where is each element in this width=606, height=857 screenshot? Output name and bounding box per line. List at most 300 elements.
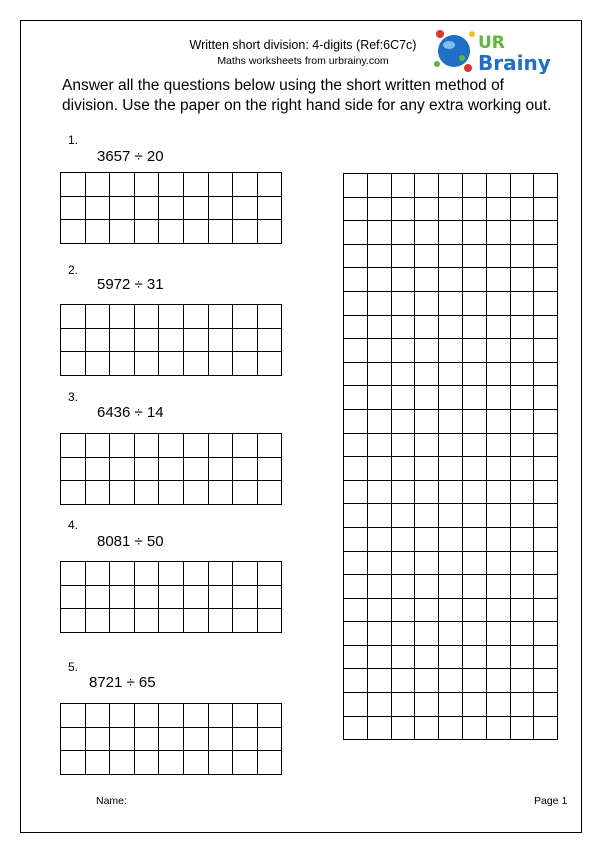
grid-cell[interactable]: [486, 409, 510, 433]
grid-cell[interactable]: [391, 669, 415, 693]
grid-cell[interactable]: [462, 174, 486, 198]
grid-cell[interactable]: [439, 409, 463, 433]
grid-cell[interactable]: [486, 268, 510, 292]
grid-cell[interactable]: [486, 622, 510, 646]
grid-cell[interactable]: [344, 339, 368, 363]
grid-cell[interactable]: [61, 173, 86, 197]
grid-cell[interactable]: [344, 622, 368, 646]
answer-grid[interactable]: [60, 561, 282, 633]
grid-cell[interactable]: [134, 704, 159, 728]
grid-cell[interactable]: [85, 434, 110, 458]
grid-cell[interactable]: [85, 704, 110, 728]
grid-cell[interactable]: [367, 693, 391, 717]
grid-cell[interactable]: [510, 575, 534, 599]
grid-cell[interactable]: [534, 504, 558, 528]
grid-cell[interactable]: [367, 244, 391, 268]
grid-cell[interactable]: [208, 434, 233, 458]
grid-cell[interactable]: [233, 220, 258, 244]
grid-cell[interactable]: [391, 645, 415, 669]
grid-cell[interactable]: [134, 562, 159, 586]
grid-cell[interactable]: [344, 174, 368, 198]
grid-cell[interactable]: [415, 268, 439, 292]
grid-cell[interactable]: [110, 609, 135, 633]
grid-cell[interactable]: [344, 504, 368, 528]
grid-cell[interactable]: [85, 328, 110, 352]
grid-cell[interactable]: [208, 220, 233, 244]
grid-cell[interactable]: [233, 727, 258, 751]
grid-cell[interactable]: [367, 315, 391, 339]
grid-cell[interactable]: [233, 751, 258, 775]
grid-cell[interactable]: [391, 457, 415, 481]
grid-cell[interactable]: [415, 504, 439, 528]
grid-cell[interactable]: [159, 352, 184, 376]
grid-cell[interactable]: [510, 598, 534, 622]
grid-cell[interactable]: [208, 585, 233, 609]
grid-cell[interactable]: [344, 575, 368, 599]
grid-cell[interactable]: [208, 727, 233, 751]
grid-cell[interactable]: [110, 457, 135, 481]
grid-cell[interactable]: [208, 457, 233, 481]
working-out-grid[interactable]: [343, 173, 558, 740]
grid-cell[interactable]: [183, 328, 208, 352]
grid-cell[interactable]: [391, 268, 415, 292]
grid-cell[interactable]: [61, 481, 86, 505]
grid-cell[interactable]: [391, 433, 415, 457]
grid-cell[interactable]: [534, 645, 558, 669]
grid-cell[interactable]: [61, 727, 86, 751]
grid-cell[interactable]: [233, 481, 258, 505]
grid-cell[interactable]: [110, 196, 135, 220]
grid-cell[interactable]: [61, 352, 86, 376]
grid-cell[interactable]: [344, 693, 368, 717]
grid-cell[interactable]: [510, 716, 534, 740]
grid-cell[interactable]: [510, 622, 534, 646]
grid-cell[interactable]: [391, 575, 415, 599]
grid-cell[interactable]: [110, 434, 135, 458]
grid-cell[interactable]: [439, 244, 463, 268]
grid-cell[interactable]: [486, 551, 510, 575]
grid-cell[interactable]: [367, 291, 391, 315]
grid-cell[interactable]: [391, 221, 415, 245]
grid-cell[interactable]: [183, 457, 208, 481]
grid-cell[interactable]: [439, 645, 463, 669]
grid-cell[interactable]: [462, 221, 486, 245]
grid-cell[interactable]: [462, 409, 486, 433]
grid-cell[interactable]: [257, 457, 282, 481]
grid-cell[interactable]: [344, 645, 368, 669]
grid-cell[interactable]: [391, 504, 415, 528]
grid-cell[interactable]: [534, 551, 558, 575]
grid-cell[interactable]: [462, 244, 486, 268]
grid-cell[interactable]: [134, 727, 159, 751]
grid-cell[interactable]: [415, 622, 439, 646]
grid-cell[interactable]: [415, 315, 439, 339]
grid-cell[interactable]: [85, 352, 110, 376]
grid-cell[interactable]: [159, 704, 184, 728]
grid-cell[interactable]: [159, 196, 184, 220]
grid-cell[interactable]: [391, 527, 415, 551]
grid-cell[interactable]: [534, 716, 558, 740]
grid-cell[interactable]: [183, 305, 208, 329]
grid-cell[interactable]: [183, 727, 208, 751]
grid-cell[interactable]: [510, 362, 534, 386]
grid-cell[interactable]: [344, 716, 368, 740]
grid-cell[interactable]: [159, 481, 184, 505]
grid-cell[interactable]: [208, 173, 233, 197]
grid-cell[interactable]: [391, 197, 415, 221]
grid-cell[interactable]: [510, 480, 534, 504]
grid-cell[interactable]: [415, 244, 439, 268]
grid-cell[interactable]: [257, 305, 282, 329]
grid-cell[interactable]: [257, 196, 282, 220]
grid-cell[interactable]: [534, 268, 558, 292]
grid-cell[interactable]: [344, 433, 368, 457]
grid-cell[interactable]: [462, 362, 486, 386]
grid-cell[interactable]: [159, 585, 184, 609]
grid-cell[interactable]: [462, 598, 486, 622]
grid-cell[interactable]: [486, 693, 510, 717]
grid-cell[interactable]: [415, 457, 439, 481]
grid-cell[interactable]: [415, 480, 439, 504]
grid-cell[interactable]: [462, 268, 486, 292]
grid-cell[interactable]: [159, 457, 184, 481]
grid-cell[interactable]: [462, 315, 486, 339]
grid-cell[interactable]: [233, 562, 258, 586]
grid-cell[interactable]: [134, 434, 159, 458]
grid-cell[interactable]: [510, 457, 534, 481]
grid-cell[interactable]: [344, 409, 368, 433]
grid-cell[interactable]: [208, 562, 233, 586]
grid-cell[interactable]: [257, 173, 282, 197]
grid-cell[interactable]: [510, 409, 534, 433]
grid-cell[interactable]: [85, 457, 110, 481]
grid-cell[interactable]: [61, 704, 86, 728]
grid-cell[interactable]: [439, 693, 463, 717]
grid-cell[interactable]: [391, 174, 415, 198]
grid-cell[interactable]: [462, 197, 486, 221]
grid-cell[interactable]: [415, 693, 439, 717]
grid-cell[interactable]: [391, 362, 415, 386]
grid-cell[interactable]: [439, 339, 463, 363]
grid-cell[interactable]: [344, 197, 368, 221]
grid-cell[interactable]: [534, 575, 558, 599]
grid-cell[interactable]: [415, 339, 439, 363]
grid-cell[interactable]: [85, 585, 110, 609]
grid-cell[interactable]: [486, 457, 510, 481]
grid-cell[interactable]: [61, 609, 86, 633]
grid-cell[interactable]: [415, 575, 439, 599]
grid-cell[interactable]: [85, 305, 110, 329]
grid-cell[interactable]: [391, 244, 415, 268]
grid-cell[interactable]: [462, 504, 486, 528]
grid-cell[interactable]: [367, 669, 391, 693]
grid-cell[interactable]: [159, 220, 184, 244]
answer-grid[interactable]: [60, 703, 282, 775]
grid-cell[interactable]: [439, 291, 463, 315]
grid-cell[interactable]: [439, 480, 463, 504]
grid-cell[interactable]: [367, 197, 391, 221]
grid-cell[interactable]: [439, 551, 463, 575]
grid-cell[interactable]: [510, 174, 534, 198]
grid-cell[interactable]: [183, 751, 208, 775]
grid-cell[interactable]: [439, 622, 463, 646]
grid-cell[interactable]: [208, 305, 233, 329]
grid-cell[interactable]: [391, 622, 415, 646]
grid-cell[interactable]: [134, 352, 159, 376]
grid-cell[interactable]: [486, 527, 510, 551]
grid-cell[interactable]: [415, 362, 439, 386]
grid-cell[interactable]: [439, 197, 463, 221]
grid-cell[interactable]: [462, 645, 486, 669]
grid-cell[interactable]: [344, 480, 368, 504]
grid-cell[interactable]: [85, 196, 110, 220]
grid-cell[interactable]: [134, 457, 159, 481]
grid-cell[interactable]: [486, 716, 510, 740]
grid-cell[interactable]: [486, 244, 510, 268]
grid-cell[interactable]: [534, 244, 558, 268]
grid-cell[interactable]: [159, 751, 184, 775]
grid-cell[interactable]: [183, 704, 208, 728]
grid-cell[interactable]: [415, 291, 439, 315]
grid-cell[interactable]: [344, 669, 368, 693]
grid-cell[interactable]: [85, 751, 110, 775]
grid-cell[interactable]: [391, 409, 415, 433]
grid-cell[interactable]: [257, 609, 282, 633]
grid-cell[interactable]: [367, 409, 391, 433]
grid-cell[interactable]: [134, 305, 159, 329]
grid-cell[interactable]: [510, 244, 534, 268]
grid-cell[interactable]: [462, 527, 486, 551]
grid-cell[interactable]: [462, 291, 486, 315]
grid-cell[interactable]: [233, 457, 258, 481]
grid-cell[interactable]: [61, 305, 86, 329]
grid-cell[interactable]: [344, 551, 368, 575]
grid-cell[interactable]: [344, 527, 368, 551]
grid-cell[interactable]: [510, 433, 534, 457]
grid-cell[interactable]: [85, 173, 110, 197]
grid-cell[interactable]: [510, 221, 534, 245]
grid-cell[interactable]: [439, 315, 463, 339]
grid-cell[interactable]: [344, 268, 368, 292]
grid-cell[interactable]: [534, 362, 558, 386]
grid-cell[interactable]: [208, 704, 233, 728]
grid-cell[interactable]: [391, 480, 415, 504]
grid-cell[interactable]: [159, 562, 184, 586]
grid-cell[interactable]: [534, 174, 558, 198]
grid-cell[interactable]: [486, 315, 510, 339]
grid-cell[interactable]: [439, 575, 463, 599]
grid-cell[interactable]: [208, 481, 233, 505]
grid-cell[interactable]: [462, 716, 486, 740]
grid-cell[interactable]: [415, 174, 439, 198]
grid-cell[interactable]: [510, 315, 534, 339]
grid-cell[interactable]: [233, 704, 258, 728]
grid-cell[interactable]: [415, 645, 439, 669]
grid-cell[interactable]: [233, 173, 258, 197]
grid-cell[interactable]: [367, 598, 391, 622]
grid-cell[interactable]: [486, 480, 510, 504]
grid-cell[interactable]: [110, 173, 135, 197]
grid-cell[interactable]: [534, 433, 558, 457]
grid-cell[interactable]: [486, 197, 510, 221]
grid-cell[interactable]: [462, 457, 486, 481]
grid-cell[interactable]: [134, 609, 159, 633]
grid-cell[interactable]: [257, 704, 282, 728]
grid-cell[interactable]: [391, 716, 415, 740]
grid-cell[interactable]: [233, 585, 258, 609]
grid-cell[interactable]: [462, 480, 486, 504]
grid-cell[interactable]: [510, 291, 534, 315]
grid-cell[interactable]: [367, 527, 391, 551]
grid-cell[interactable]: [534, 221, 558, 245]
grid-cell[interactable]: [110, 305, 135, 329]
grid-cell[interactable]: [257, 434, 282, 458]
grid-cell[interactable]: [183, 352, 208, 376]
grid-cell[interactable]: [367, 551, 391, 575]
grid-cell[interactable]: [534, 409, 558, 433]
grid-cell[interactable]: [61, 585, 86, 609]
grid-cell[interactable]: [439, 221, 463, 245]
grid-cell[interactable]: [391, 598, 415, 622]
grid-cell[interactable]: [534, 386, 558, 410]
grid-cell[interactable]: [534, 693, 558, 717]
grid-cell[interactable]: [367, 575, 391, 599]
grid-cell[interactable]: [134, 751, 159, 775]
grid-cell[interactable]: [367, 716, 391, 740]
grid-cell[interactable]: [367, 457, 391, 481]
grid-cell[interactable]: [110, 585, 135, 609]
grid-cell[interactable]: [183, 585, 208, 609]
grid-cell[interactable]: [159, 609, 184, 633]
grid-cell[interactable]: [367, 268, 391, 292]
grid-cell[interactable]: [462, 575, 486, 599]
grid-cell[interactable]: [510, 551, 534, 575]
grid-cell[interactable]: [110, 751, 135, 775]
grid-cell[interactable]: [391, 386, 415, 410]
grid-cell[interactable]: [61, 434, 86, 458]
grid-cell[interactable]: [439, 174, 463, 198]
grid-cell[interactable]: [486, 598, 510, 622]
grid-cell[interactable]: [534, 527, 558, 551]
grid-cell[interactable]: [510, 386, 534, 410]
grid-cell[interactable]: [462, 386, 486, 410]
grid-cell[interactable]: [391, 339, 415, 363]
grid-cell[interactable]: [367, 339, 391, 363]
grid-cell[interactable]: [344, 315, 368, 339]
grid-cell[interactable]: [85, 727, 110, 751]
grid-cell[interactable]: [159, 434, 184, 458]
grid-cell[interactable]: [134, 220, 159, 244]
grid-cell[interactable]: [486, 504, 510, 528]
grid-cell[interactable]: [183, 220, 208, 244]
grid-cell[interactable]: [134, 196, 159, 220]
grid-cell[interactable]: [486, 433, 510, 457]
grid-cell[interactable]: [257, 562, 282, 586]
grid-cell[interactable]: [110, 481, 135, 505]
grid-cell[interactable]: [415, 716, 439, 740]
grid-cell[interactable]: [85, 481, 110, 505]
grid-cell[interactable]: [391, 693, 415, 717]
grid-cell[interactable]: [415, 386, 439, 410]
grid-cell[interactable]: [367, 221, 391, 245]
grid-cell[interactable]: [367, 504, 391, 528]
grid-cell[interactable]: [462, 669, 486, 693]
grid-cell[interactable]: [391, 551, 415, 575]
grid-cell[interactable]: [439, 457, 463, 481]
grid-cell[interactable]: [367, 174, 391, 198]
grid-cell[interactable]: [208, 352, 233, 376]
grid-cell[interactable]: [61, 196, 86, 220]
grid-cell[interactable]: [415, 433, 439, 457]
grid-cell[interactable]: [61, 751, 86, 775]
grid-cell[interactable]: [462, 693, 486, 717]
grid-cell[interactable]: [367, 622, 391, 646]
grid-cell[interactable]: [183, 196, 208, 220]
grid-cell[interactable]: [391, 291, 415, 315]
grid-cell[interactable]: [486, 669, 510, 693]
grid-cell[interactable]: [344, 598, 368, 622]
grid-cell[interactable]: [534, 315, 558, 339]
grid-cell[interactable]: [439, 362, 463, 386]
grid-cell[interactable]: [534, 598, 558, 622]
grid-cell[interactable]: [134, 481, 159, 505]
grid-cell[interactable]: [415, 669, 439, 693]
grid-cell[interactable]: [439, 669, 463, 693]
grid-cell[interactable]: [61, 457, 86, 481]
grid-cell[interactable]: [208, 196, 233, 220]
grid-cell[interactable]: [110, 704, 135, 728]
grid-cell[interactable]: [439, 504, 463, 528]
grid-cell[interactable]: [257, 220, 282, 244]
grid-cell[interactable]: [462, 339, 486, 363]
grid-cell[interactable]: [257, 727, 282, 751]
grid-cell[interactable]: [344, 244, 368, 268]
grid-cell[interactable]: [439, 433, 463, 457]
grid-cell[interactable]: [486, 645, 510, 669]
grid-cell[interactable]: [510, 527, 534, 551]
grid-cell[interactable]: [257, 352, 282, 376]
grid-cell[interactable]: [510, 504, 534, 528]
grid-cell[interactable]: [367, 362, 391, 386]
grid-cell[interactable]: [159, 173, 184, 197]
grid-cell[interactable]: [110, 220, 135, 244]
grid-cell[interactable]: [344, 221, 368, 245]
grid-cell[interactable]: [486, 386, 510, 410]
grid-cell[interactable]: [208, 609, 233, 633]
grid-cell[interactable]: [415, 598, 439, 622]
grid-cell[interactable]: [159, 727, 184, 751]
grid-cell[interactable]: [159, 328, 184, 352]
grid-cell[interactable]: [367, 433, 391, 457]
grid-cell[interactable]: [159, 305, 184, 329]
grid-cell[interactable]: [391, 315, 415, 339]
grid-cell[interactable]: [110, 352, 135, 376]
grid-cell[interactable]: [415, 221, 439, 245]
grid-cell[interactable]: [462, 433, 486, 457]
grid-cell[interactable]: [534, 197, 558, 221]
grid-cell[interactable]: [183, 434, 208, 458]
grid-cell[interactable]: [486, 575, 510, 599]
grid-cell[interactable]: [208, 328, 233, 352]
grid-cell[interactable]: [534, 669, 558, 693]
grid-cell[interactable]: [257, 585, 282, 609]
grid-cell[interactable]: [486, 291, 510, 315]
grid-cell[interactable]: [183, 562, 208, 586]
grid-cell[interactable]: [486, 221, 510, 245]
grid-cell[interactable]: [85, 562, 110, 586]
grid-cell[interactable]: [534, 622, 558, 646]
grid-cell[interactable]: [85, 609, 110, 633]
